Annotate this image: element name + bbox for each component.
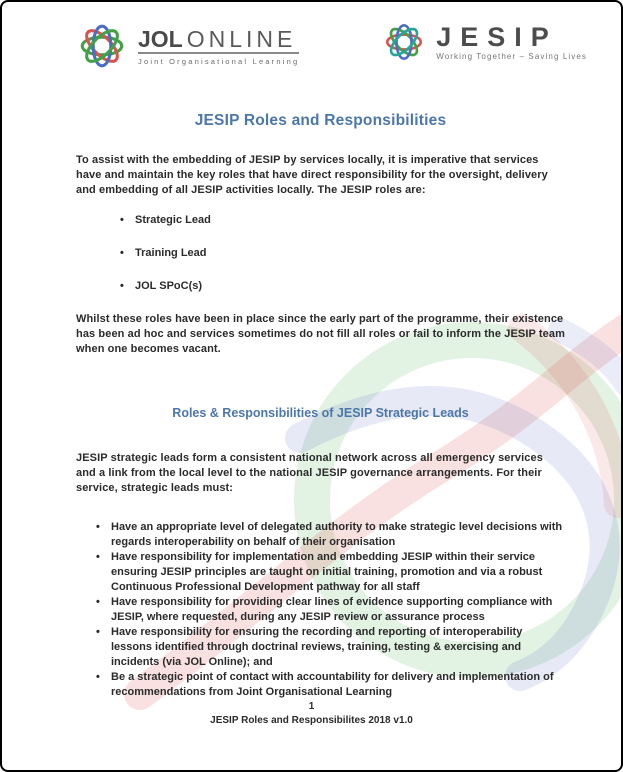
responsibilities-list <box>94 520 565 700</box>
list-item: • Strategic Lead <box>118 213 565 228</box>
continuity-paragraph: Whilst these roles have been in place since the early part of the programme, their existence has been ad hoc and services sometimes do not fill all roles or fail to inform the JESIP team when one becomes vacant. <box>76 313 565 355</box>
jol-knot-icon <box>76 20 128 72</box>
jesip-knot-icon <box>382 20 426 64</box>
section-heading: Roles & Responsibilities of JESIP Strategic Leads <box>172 406 469 420</box>
document-version: JESIP Roles and Responsibilites 2018 v1.0 <box>210 715 413 726</box>
list-item: • JOL SPoC(s) <box>118 279 565 294</box>
list-item: • Have responsibility for ensuring the recording and reporting of interoperability lessons identified through doctrinal reviews, training, testing & exercising and incidents (via JOL Online); and <box>94 625 565 670</box>
roles-list <box>118 213 565 294</box>
list-item: • Training Lead <box>118 246 565 261</box>
page-number: 1 <box>308 701 315 712</box>
jol-logo-wordmark <box>138 27 299 54</box>
list-item: • Have responsibility for providing clear lines of evidence supporting compliance with JESIP, where requested, during any JESIP review or assurance process <box>94 595 565 625</box>
page-title: JESIP Roles and Responsibilities <box>194 112 447 129</box>
jesip-logo-wordmark: JESIP <box>436 21 558 52</box>
jesip-logo-text-block <box>436 21 587 61</box>
jol-logo-tagline: Joint Organisational Learning <box>138 56 300 66</box>
section-intro-paragraph: JESIP strategic leads form a consistent national network across all emergency services and a link from the local level to the national JESIP governance arrangements. For their service, strategic leads must: <box>76 452 543 494</box>
list-item: • Have an appropriate level of delegated authority to make strategic level decisions with regards interoperability on behalf of their organisation <box>94 520 565 550</box>
jol-logo-online: ONLINE <box>186 25 297 52</box>
page-footer <box>2 700 621 728</box>
jol-logo-text-block <box>138 27 299 66</box>
intro-paragraph: To assist with the embedding of JESIP by services locally, it is imperative that services have and maintain the key roles that have direct responsibility for the oversight, delivery and embedding of all JESIP activities locally. The JESIP roles are: <box>76 154 548 196</box>
jesip-logo-tagline: Working Together – Saving Lives <box>436 51 587 61</box>
jol-logo-bold: JOL <box>138 25 183 52</box>
list-item: • Be a strategic point of contact with accountability for delivery and implementation of recommendations from Joint Organisational Learning <box>94 670 565 700</box>
list-item: • Have responsibility for implementation and embedding JESIP within their service ensuring JESIP principles are taught on initial training, promotion and via a robust Continuous Professional Development pathway for all staff <box>94 550 565 595</box>
jol-online-logo <box>76 20 299 72</box>
page-header <box>76 20 587 72</box>
jesip-logo <box>382 20 587 64</box>
